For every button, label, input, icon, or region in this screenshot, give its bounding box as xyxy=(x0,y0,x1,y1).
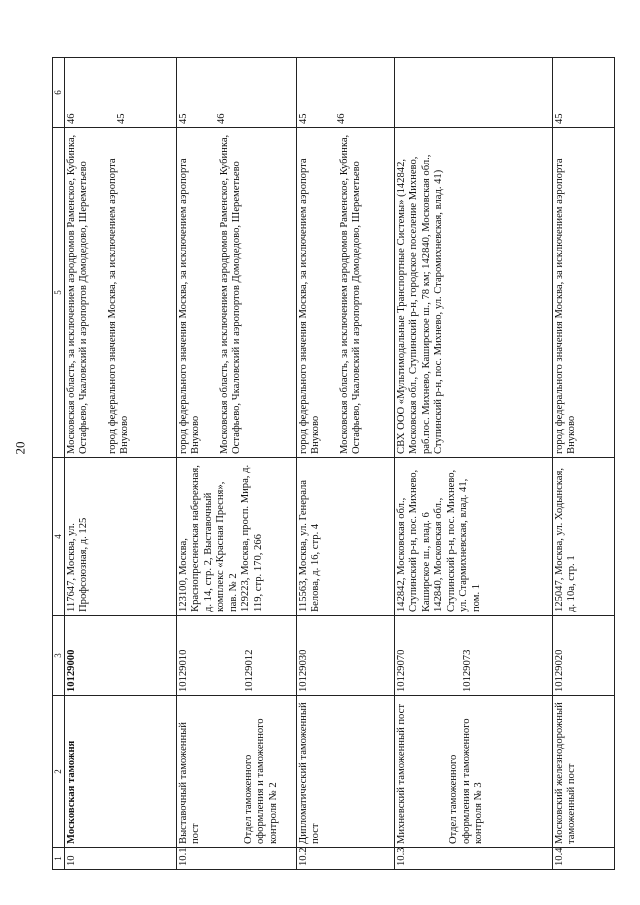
col6-value: 46 xyxy=(216,113,228,124)
sub-office-name: Отдел таможенного оформления и таможенного контроля № 2 xyxy=(242,718,279,844)
office-code-cell xyxy=(176,616,296,696)
col6-value: 45 xyxy=(553,113,565,124)
office-address: 117647, Москва, ул. Профсоюзная, д. 125 xyxy=(64,458,176,616)
sub-office-name: Отдел таможенного оформления и таможенного контроля № 3 xyxy=(448,718,485,844)
office-address: 115563, Москва, ул. Генерала Белова, д. 16, стр. 4 xyxy=(296,458,394,616)
sub-office-address: 142840, Московская обл., Ступинский р-н, пос. Михнево, ул. Стармихневская, влад. 41, пом. 1 xyxy=(433,469,482,612)
office-code: 10129000 xyxy=(64,616,176,696)
office-name-cell xyxy=(394,696,552,848)
col6-value: 45 xyxy=(297,113,309,124)
header-cell: 5 xyxy=(53,128,65,458)
sub-office-code: 10129073 xyxy=(462,649,474,692)
zone-text: город федерального значения Москва, за исключением аэропорта Внуково xyxy=(106,158,131,454)
row-number: 10.2 xyxy=(296,848,394,870)
header-row xyxy=(53,58,65,870)
header-cell: 4 xyxy=(53,458,65,616)
office-name: Московская таможня xyxy=(64,696,176,848)
office-code: 10129030 xyxy=(296,616,394,696)
zone-text: город федерального значения Москва, за исключением аэропорта Внуково xyxy=(297,158,322,454)
col6-value: 45 xyxy=(116,113,128,124)
office-code-cell xyxy=(394,616,552,696)
zone-cell xyxy=(176,128,296,458)
office-address: 125047, Москва, ул. Ходынская, д. 10а, стр. 1 xyxy=(552,458,614,616)
table-row xyxy=(394,58,552,870)
col6-cell xyxy=(64,58,176,128)
page-number: 20 xyxy=(12,441,28,455)
header-cell: 3 xyxy=(53,616,65,696)
col6-value: 46 xyxy=(336,113,348,124)
zone-cell xyxy=(394,128,552,458)
header-cell: 1 xyxy=(53,848,65,870)
office-name: Дипломатический таможенный пост xyxy=(296,696,394,848)
table-row xyxy=(296,58,394,870)
row-number: 10 xyxy=(64,848,176,870)
zone-text: Московская область, за исключением аэродромов Раменское, Кубинка, Остафьево, Чкаловский и аэропортов Домодедово, Шереметьево xyxy=(338,134,363,454)
row-number: 10.4 xyxy=(552,848,614,870)
col6-value: 45 xyxy=(177,113,189,124)
office-code: 10129020 xyxy=(552,616,614,696)
col6-cell xyxy=(296,58,394,128)
col6-cell xyxy=(394,58,552,128)
col6-value: 46 xyxy=(65,113,77,124)
office-name: Выставочный таможенный пост xyxy=(177,722,202,844)
zone-cell xyxy=(296,128,394,458)
office-name: Михневский таможенный пост xyxy=(395,704,407,844)
sub-office-address: 129223, Москва, просп. Мира, д. 119, стр. 170, 266 xyxy=(240,464,264,612)
zone-cell xyxy=(64,128,176,458)
table-row xyxy=(552,58,614,870)
office-name: Московский железнодорожный таможенный пост xyxy=(552,696,614,848)
table-row xyxy=(64,58,176,870)
rotated-table-wrapper xyxy=(52,58,622,870)
office-address-cell xyxy=(176,458,296,616)
office-name-cell xyxy=(176,696,296,848)
zone-cell xyxy=(552,128,614,458)
col6-cell xyxy=(552,58,614,128)
office-address-cell xyxy=(394,458,552,616)
row-number: 10.1 xyxy=(176,848,296,870)
office-address: 142842, Московская обл., Ступинский р-н, пос. Михнево, Каширское ш., влад. 6 xyxy=(395,469,432,612)
row-number: 10.3 xyxy=(394,848,552,870)
header-cell: 2 xyxy=(53,696,65,848)
header-cell: 6 xyxy=(53,58,65,128)
zone-text: Московская область, за исключением аэродромов Раменское, Кубинка, Остафьево, Чкаловский и аэропортов Домодедово, Шереметьево xyxy=(65,134,90,454)
office-code: 10129010 xyxy=(177,649,189,692)
zone-text: город федерального значения Москва, за исключением аэропорта Внуково xyxy=(177,158,202,454)
col6-cell xyxy=(176,58,296,128)
zone-text: СВХ ООО «Мультимодальные Транспортные Системы» (142842, Московская обл., Ступинский р-н, городское поселение Михнево, раб.пос. Михнево, Каширское ш., 78 км; 142840, Московская обл., Ступинский р-н, пос. Михнево, ул. Старомихневская, влад. 41) xyxy=(395,154,445,454)
zone-text: город федерального значения Москва, за исключением аэропорта Внуково xyxy=(553,158,578,454)
office-address: 123100, Москва, Краснопресненская набережная, д. 14, стр. 2, Выставочный комплекс «Красная Пресня», пав. № 2 xyxy=(177,465,239,612)
zone-text: Московская область, за исключением аэродромов Раменское, Кубинка, Остафьево, Чкаловский и аэропортов Домодедово, Шереметьево xyxy=(218,134,243,454)
office-code: 10129070 xyxy=(395,649,407,692)
customs-table xyxy=(52,57,615,870)
table-row xyxy=(176,58,296,870)
sub-office-code: 10129012 xyxy=(244,649,256,692)
